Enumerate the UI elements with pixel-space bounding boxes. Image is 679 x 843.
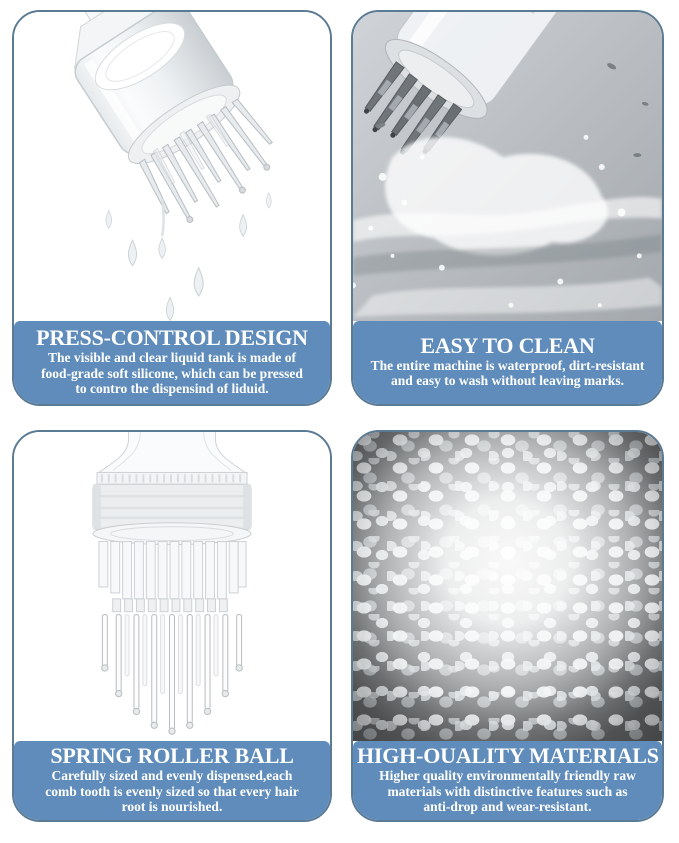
panel-body-line: to contro the dispensind of liduid. xyxy=(75,381,269,397)
applicator-dripping-illustration xyxy=(14,12,330,321)
feature-panel-easy-to-clean xyxy=(351,10,664,406)
panel-body-line: comb tooth is evenly sized so that every hair xyxy=(45,783,299,799)
comb-teeth-illustration xyxy=(14,432,330,741)
feature-panel-spring-roller-ball xyxy=(12,430,332,822)
caption-press-control xyxy=(14,321,330,404)
panel-title: EASY TO CLEAN xyxy=(420,332,595,358)
panel-body-line: The entire machine is waterproof, dirt-resistant xyxy=(370,357,645,373)
panel-body-line: Higher quality environmentally friendly raw xyxy=(379,767,636,783)
water-splash-illustration xyxy=(353,12,662,321)
photo-water-splash xyxy=(353,12,662,321)
panel-body-line: materials with distinctive features such as xyxy=(387,783,628,799)
panel-body-line: The visible and clear liquid tank is made of xyxy=(47,349,297,365)
panel-title: HIGH-OUALITY MATERIALS xyxy=(357,743,659,769)
feature-panel-high-quality-materials xyxy=(351,430,664,822)
feature-panel-press-control xyxy=(12,10,332,406)
photo-applicator-dripping xyxy=(14,12,330,321)
panel-body-line: and easy to wash without leaving marks. xyxy=(391,373,624,389)
panel-title: SPRING ROLLER BALL xyxy=(50,743,294,769)
photo-plastic-pellets xyxy=(353,432,662,741)
panel-body-line: food-grade soft silicone, which can be pressed xyxy=(41,365,303,381)
caption-high-quality-materials xyxy=(353,741,662,820)
caption-easy-to-clean xyxy=(353,321,662,404)
photo-comb-teeth xyxy=(14,432,330,741)
panel-title: PRESS-CONTROL DESIGN xyxy=(36,325,308,351)
panel-body-line: Carefully sized and evenly dispensed,each xyxy=(51,767,293,783)
caption-spring-roller-ball xyxy=(14,741,330,820)
panel-body-line: root is nourished. xyxy=(121,799,223,815)
panel-body-line: anti-drop and wear-resistant. xyxy=(423,799,592,815)
